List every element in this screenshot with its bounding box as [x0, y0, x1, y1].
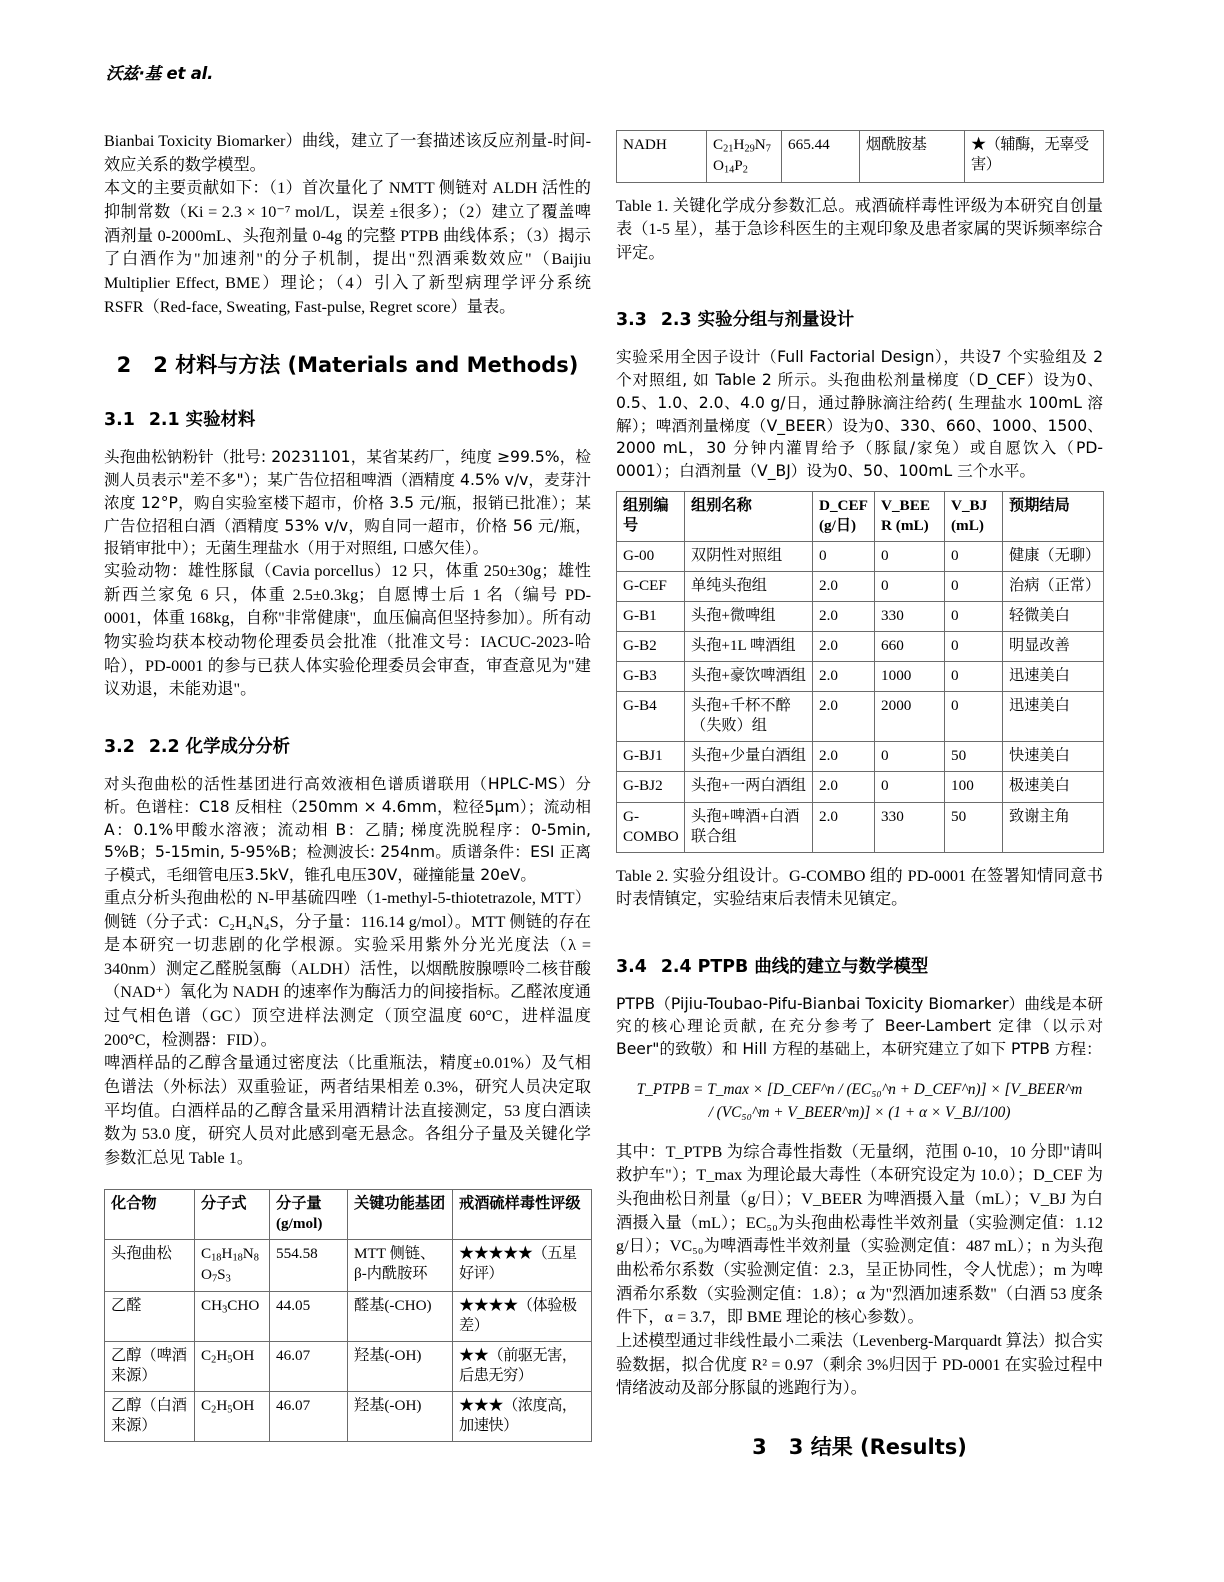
cell-formula: $C_{18}H_{18}N_8O_7S_3$	[195, 1239, 270, 1291]
cell-compound: 乙醇（啤酒来源）	[105, 1341, 195, 1391]
cell-v-beer: 330	[875, 802, 945, 852]
cell-formula: $C_2H_5OH$	[195, 1341, 270, 1391]
table1-header-mass: 分子量 (g/mol)	[270, 1189, 348, 1239]
cell-v-beer: 330	[875, 602, 945, 632]
cell-group-name: 头孢+豪饮啤酒组	[685, 662, 813, 692]
table-row	[617, 662, 1104, 692]
cell-group: MTT 侧链、β-内酰胺环	[348, 1239, 453, 1291]
cell-v-beer: 0	[875, 572, 945, 602]
ptpb-equation-line-2: / (VC₅₀^m + V_BEER^m)] × (1 + α × V_BJ/100)	[708, 1103, 1011, 1121]
cell-v-beer: 2000	[875, 692, 945, 742]
cell-rating: ★（辅酶，无辜受害）	[965, 131, 1104, 183]
table-row	[105, 1291, 592, 1341]
subsection-title: 2.4 PTPB 曲线的建立与数学模型	[660, 956, 929, 977]
table-2-caption: Table 2. 实验分组设计。G-COMBO 组的 PD-0001 在签署知情同意书时表情镇定，实验结束后表情未见镇定。	[616, 866, 1103, 909]
subsection-title: 2.3 实验分组与剂量设计	[660, 310, 855, 331]
cell-mass: 46.07	[270, 1341, 348, 1391]
cell-group-id: G-CEF	[617, 572, 685, 602]
subsection-number: 3.4	[616, 956, 647, 977]
running-head: 沃兹·基 et al.	[106, 64, 214, 83]
subsection-heading-experimental-materials	[104, 405, 591, 430]
cell-compound: 乙醇（白酒来源）	[105, 1391, 195, 1441]
subsection-title: 2.2 化学成分分析	[148, 737, 291, 758]
cell-v-bj: 0	[945, 602, 1003, 632]
cell-group-name: 单纯头孢组	[685, 572, 813, 602]
cell-group-name: 头孢+1L 啤酒组	[685, 632, 813, 662]
chemical-analysis-paragraph-2: 重点分析头孢曲松的 N-甲基硫四唑（1-methyl-5-thiotetrazole, MTT）侧链（分子式：C₂H₄N₄S，分子量：116.14 g/mol）。MTT 侧链的存在是本研究一切悲剧的化学根源。实验采用紫外分光光度法（λ = 340nm）测定乙醛脱氢酶（ALDH）活性，以烟酰胺腺嘌呤二核苷酸（NAD⁺）氧化为 NADH 的速率作为酶活力的间接指标。乙醛浓度通过气相色谱（GC）顶空进样法测定（顶空温度 60°C，进样温度 200°C，检测器：FID）。	[104, 888, 591, 1049]
table-row-header	[617, 491, 1104, 541]
subsection-number: 3.2	[104, 737, 135, 758]
subsection-number: 3.1	[104, 410, 135, 431]
cell-group-id: G-COMBO	[617, 802, 685, 852]
cell-d-cef: 2.0	[813, 772, 875, 802]
materials-paragraph-2: 实验动物：雄性豚鼠（Cavia porcellus）12 只，体重 250±30g；雄性新西兰家兔 6 只，体重 2.5±0.3kg；自愿博士后 1 名（编号 PD-0001，体重 168kg，自称"非常健康"，血压偏高但坚持参加）。所有动物实验均获本校动物伦理委员会批准（批准文号：IACUC-2023-哈哈），PD-0001 的参与已获人体实验伦理委员会审查，审查意见为"建议劝退，未能劝退"。	[104, 562, 591, 699]
cell-compound: NADH	[617, 131, 707, 183]
ptpb-fit-paragraph: 上述模型通过非线性最小二乘法（Levenberg-Marquardt 算法）拟合实验数据，拟合优度 R² = 0.97（剩余 3%归因于 PD-0001 在实验过程中情绪波动及部分豚鼠的逃跑行为）。	[616, 1332, 1103, 1398]
cell-group-id: G-B1	[617, 602, 685, 632]
table-row	[617, 602, 1104, 632]
table-1-caption: Table 1. 关键化学成分参数汇总。戒酒硫样毒性评级为本研究自创量表（1-5 星），基于急诊科医生的主观印象及患者家属的哭诉频率综合评定。	[616, 196, 1103, 262]
cell-v-beer: 0	[875, 541, 945, 571]
cell-v-bj: 0	[945, 541, 1003, 571]
subsection-title: 2.1 实验材料	[148, 410, 256, 431]
cell-compound: 头孢曲松	[105, 1239, 195, 1291]
cell-v-bj: 50	[945, 742, 1003, 772]
table-row	[617, 572, 1104, 602]
table2-header-outcome: 预期结局	[1003, 491, 1104, 541]
cell-mass: 44.05	[270, 1291, 348, 1341]
ptpb-equation	[616, 1079, 1103, 1125]
table-row	[617, 742, 1104, 772]
cell-v-bj: 0	[945, 662, 1003, 692]
table2-header-v-bj: V_BJ (mL)	[945, 491, 1003, 541]
cell-v-beer: 660	[875, 632, 945, 662]
cell-d-cef: 2.0	[813, 692, 875, 742]
table-row	[617, 692, 1104, 742]
table-2-experimental-groups	[616, 491, 1104, 853]
cell-group-id: G-00	[617, 541, 685, 571]
cell-group-id: G-BJ1	[617, 742, 685, 772]
cell-group: 醛基(-CHO)	[348, 1291, 453, 1341]
cell-rating: ★★★★★（五星好评）	[453, 1239, 592, 1291]
cell-d-cef: 2.0	[813, 802, 875, 852]
subsection-heading-grouping-and-dosage	[616, 305, 1103, 330]
cell-outcome: 致谢主角	[1003, 802, 1104, 852]
materials-paragraph-1: 头孢曲松钠粉针（批号: 20231101，某省某药厂，纯度 ≥99.5%，检测人员表示"差不多"）；某广告位招租啤酒（酒精度 4.5% v/v，麦芽汁浓度 12°P，购自实验室楼下超市，价格 3.5 元/瓶，报销已批准）；某广告位招租白酒（酒精度 53% v/v，购自同一超市，价格 56 元/瓶，报销审批中）；无菌生理盐水（用于对照组, 口感欠佳）。	[104, 448, 591, 558]
cell-formula: $CH_3CHO$	[195, 1291, 270, 1341]
cell-d-cef: 2.0	[813, 602, 875, 632]
cell-group-name: 头孢+少量白酒组	[685, 742, 813, 772]
intro-paragraph-1: Bianbai Toxicity Biomarker）曲线，建立了一套描述该反应剂量-时间-效应关系的数学模型。	[104, 132, 591, 174]
cell-group-id: G-B3	[617, 662, 685, 692]
cell-outcome: 迅速美白	[1003, 662, 1104, 692]
table2-header-v-beer: V_BEER (mL)	[875, 491, 945, 541]
table1-header-formula: 分子式	[195, 1189, 270, 1239]
cell-outcome: 轻微美白	[1003, 602, 1104, 632]
left-column	[104, 130, 591, 1442]
cell-v-beer: 0	[875, 742, 945, 772]
cell-outcome: 健康（无聊）	[1003, 541, 1104, 571]
cell-v-bj: 0	[945, 692, 1003, 742]
cell-outcome: 治病（正常）	[1003, 572, 1104, 602]
cell-v-beer: 1000	[875, 662, 945, 692]
grouping-paragraph-1: 实验采用全因子设计（Full Factorial Design），共设7 个实验组及 2 个对照组, 如 Table 2 所示。头孢曲松剂量梯度（D_CEF）设为0、0.5、1.0、2.0、4.0 g/日，通过静脉滴注给药( 生理盐水 100mL 溶解）；啤酒剂量梯度（V_BEER）设为0、330、660、1000、1500、2000 mL，30 分钟内灌胃给予（豚鼠/家兔）或自愿饮入（PD-0001）；白酒剂量（V_BJ）设为0、50、100mL 三个水平。	[616, 348, 1103, 481]
cell-group-name: 头孢+一两白酒组	[685, 772, 813, 802]
cell-rating: ★★★（浓度高，加速快）	[453, 1391, 592, 1441]
table-row-header	[105, 1189, 592, 1239]
subsection-heading-ptpb-model	[616, 952, 1103, 977]
cell-d-cef: 2.0	[813, 742, 875, 772]
cell-group-id: G-B2	[617, 632, 685, 662]
subsection-heading-chemical-analysis	[104, 732, 591, 757]
cell-formula: $C_2H_5OH$	[195, 1391, 270, 1441]
ptpb-parameters-paragraph: 其中：T_PTPB 为综合毒性指数（无量纲，范围 0-10，10 分即"请叫救护车"）；T_max 为理论最大毒性（本研究设定为 10.0）；D_CEF 为头孢曲松日剂量（g/日）；V_BEER 为啤酒摄入量（mL）；V_BJ 为白酒摄入量（mL）；EC₅₀为头孢曲松毒性半效剂量（实验测定值：1.12 g/日）；VC₅₀为啤酒毒性半效剂量（实验测定值：487 mL）；n 为头孢曲松希尔系数（实验测定值：2.3，呈正协同性，令人忧虑）；m 为啤酒希尔系数（实验测定值：1.8）；α 为"烈酒加速系数"（白酒 53 度条件下，α = 3.7，即 BME 理论的核心参数）。	[616, 1142, 1103, 1327]
table-row	[105, 1239, 592, 1291]
cell-outcome: 极速美白	[1003, 772, 1104, 802]
cell-mass: 46.07	[270, 1391, 348, 1441]
cell-group: 烟酰胺基	[860, 131, 965, 183]
table-row	[617, 632, 1104, 662]
cell-compound: 乙醛	[105, 1291, 195, 1341]
table-row	[617, 802, 1104, 852]
section-number: 2	[116, 353, 132, 378]
table-row	[617, 131, 1104, 183]
table1-continuation-body	[617, 131, 1104, 183]
cell-group-id: G-B4	[617, 692, 685, 742]
chemical-analysis-paragraph-1: 对头孢曲松的活性基团进行高效液相色谱质谱联用（HPLC-MS）分析。色谱柱：C18 反相柱（250mm × 4.6mm，粒径5μm）；流动相 A：0.1%甲酸水溶液；流动相 B：乙腈; 梯度洗脱程序：0-5min, 5%B；5-15min, 5-95%B；检测波长: 254nm。质谱条件：ESI 正离子模式，毛细管电压3.5kV，锥孔电压30V，碰撞能量 20eV。	[104, 775, 591, 885]
table2-header-d-cef: D_CEF (g/日)	[813, 491, 875, 541]
cell-d-cef: 0	[813, 541, 875, 571]
table-1-chemical-parameters	[104, 1189, 592, 1442]
cell-outcome: 明显改善	[1003, 632, 1104, 662]
table-row	[617, 541, 1104, 571]
cell-mass: 665.44	[782, 131, 860, 183]
section-heading-materials-and-methods	[104, 349, 591, 379]
cell-d-cef: 2.0	[813, 632, 875, 662]
cell-mass: 554.58	[270, 1239, 348, 1291]
intro-paragraph-2: 本文的主要贡献如下：（1）首次量化了 NMTT 侧链对 ALDH 活性的抑制常数（Ki = 2.3 × 10⁻⁷ mol/L，误差 ±很多）；（2）建立了覆盖啤酒剂量 0-2000mL、头孢剂量 0-4g 的完整 PTPB 曲线体系；（3）揭示了白酒作为"加速剂"的分子机制，提出"烈酒乘数效应"（Baijiu Multiplier Effect, BME）理论；（4）引入了新型病理学评分系统 RSFR（Red-face, Sweating, Fast-pulse, Regret score）量表。	[104, 179, 591, 316]
cell-rating: ★★★★（体验极差）	[453, 1291, 592, 1341]
cell-group-name: 双阴性对照组	[685, 541, 813, 571]
cell-d-cef: 2.0	[813, 572, 875, 602]
right-column	[616, 130, 1103, 1487]
table2-body	[617, 541, 1104, 852]
subsection-number: 3.3	[616, 310, 647, 331]
ptpb-equation-line-1: T_PTPB = T_max × [D_CEF^n / (EC₅₀^n + D_CEF^n)] × [V_BEER^m	[636, 1080, 1083, 1098]
cell-v-bj: 50	[945, 802, 1003, 852]
cell-group-name: 头孢+千杯不醉（失败）组	[685, 692, 813, 742]
section-number: 3	[752, 1435, 767, 1460]
cell-v-bj: 0	[945, 632, 1003, 662]
cell-outcome: 快速美白	[1003, 742, 1104, 772]
chemical-analysis-paragraph-3: 啤酒样品的乙醇含量通过密度法（比重瓶法，精度±0.01%）及气相色谱法（外标法）双重验证，两者结果相差 0.3%，研究人员决定取平均值。白酒样品的乙醇含量采用酒精计法直接测定，53 度白酒读数为 53.0 度，研究人员对此感到毫无悬念。各组分子量及关键化学参数汇总见 Table 1。	[104, 1054, 591, 1168]
cell-formula: $C_{21}H_{29}N_7O_{14}P_2$	[707, 131, 782, 183]
cell-v-beer: 0	[875, 772, 945, 802]
table1-header-group: 关键功能基团	[348, 1189, 453, 1239]
two-column-body	[104, 130, 1124, 1487]
cell-outcome: 迅速美白	[1003, 692, 1104, 742]
table-row	[617, 772, 1104, 802]
table1-header-compound: 化合物	[105, 1189, 195, 1239]
table1-header-rating: 戒酒硫样毒性评级	[453, 1189, 592, 1239]
table-row	[105, 1341, 592, 1391]
ptpb-paragraph-1: PTPB（Pijiu-Toubao-Pifu-Bianbai Toxicity Biomarker）曲线是本研究的核心理论贡献, 在充分参考了 Beer-Lambert 定律（以示对Beer"的致敬）和 Hill 方程的基础上，本研究建立了如下 PTPB 方程：	[616, 994, 1103, 1059]
table-row	[105, 1391, 592, 1441]
cell-v-bj: 100	[945, 772, 1003, 802]
cell-group-name: 头孢+微啤组	[685, 602, 813, 632]
table2-header-group-name: 组别名称	[685, 491, 813, 541]
cell-v-bj: 0	[945, 572, 1003, 602]
cell-rating: ★★（前驱无害，后患无穷）	[453, 1341, 592, 1391]
cell-d-cef: 2.0	[813, 662, 875, 692]
table2-header-group-id: 组别编号	[617, 491, 685, 541]
table1-body	[105, 1239, 592, 1441]
cell-group-name: 头孢+啤酒+白酒联合组	[685, 802, 813, 852]
cell-group-id: G-BJ2	[617, 772, 685, 802]
section-heading-results	[616, 1431, 1103, 1461]
section-title: 2 材料与方法 (Materials and Methods)	[153, 353, 579, 378]
section-title: 3 结果 (Results)	[788, 1435, 967, 1460]
table-1-continuation	[616, 130, 1104, 183]
cell-group: 羟基(-OH)	[348, 1341, 453, 1391]
cell-group: 羟基(-OH)	[348, 1391, 453, 1441]
